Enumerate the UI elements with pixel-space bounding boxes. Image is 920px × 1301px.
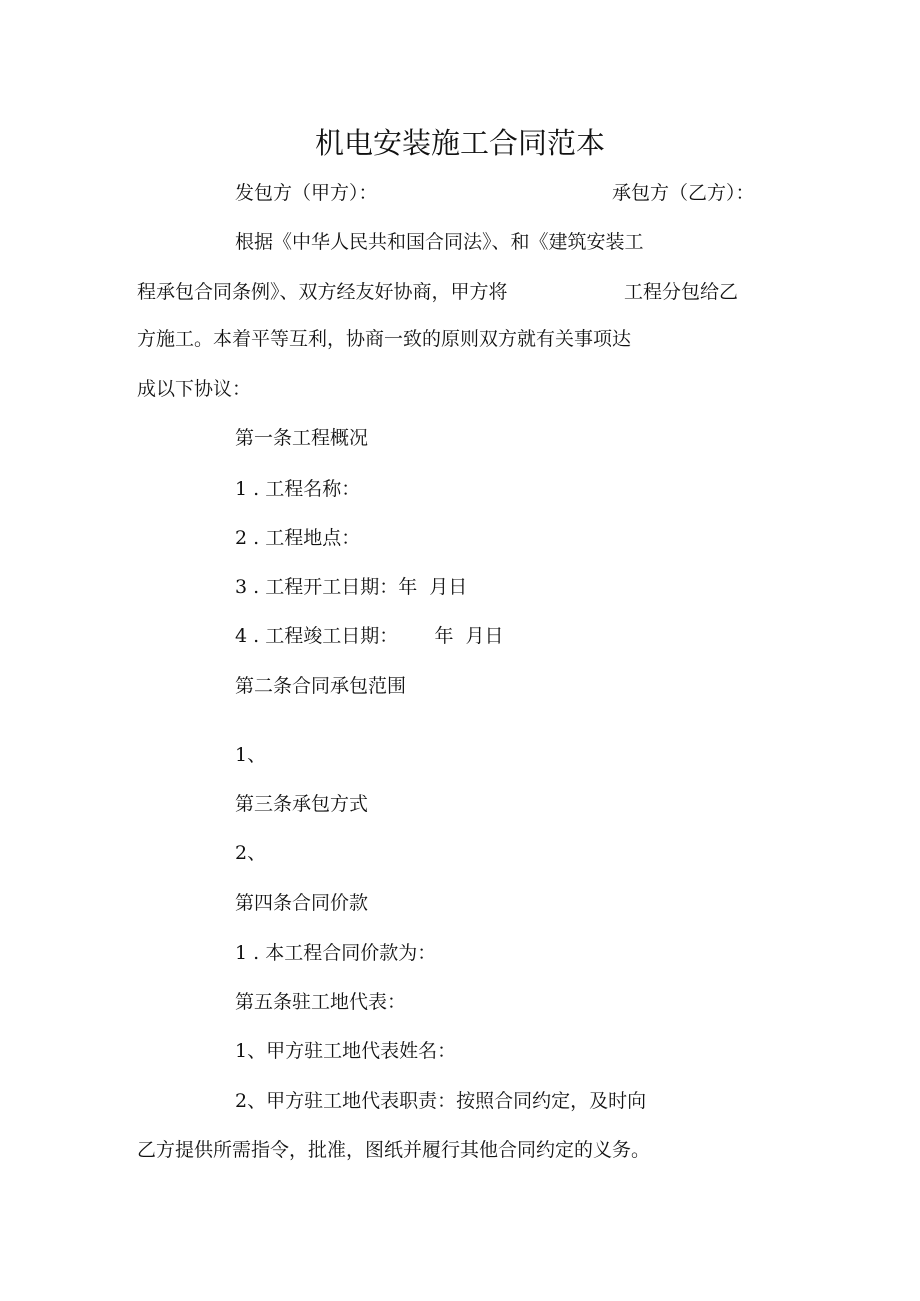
preamble-line: 工程分包给乙 [624,281,739,303]
article-heading: 第一条工程概况 [235,427,369,449]
contractor-label: 承包方（乙方）： [612,182,755,204]
clause-line: 2、甲方驻工地代表职责：按照合同约定，及时向 [235,1090,647,1112]
preamble-line: 方施工。本着平等互利，协商一致的原则双方就有关事项达 [137,328,632,350]
clause-line: 1、 [235,744,267,766]
clause-line: 4 . 工程竣工日期： 年 月日 [235,625,504,647]
preamble-line: 成以下协议： [137,378,252,400]
clause-line: 2、 [235,842,267,864]
employer-label: 发包方（甲方）： [235,182,378,204]
clause-line: 乙方提供所需指令，批准，图纸并履行其他合同约定的义务。 [137,1139,651,1161]
document-title: 机电安装施工合同范本 [314,126,605,160]
article-heading: 第四条合同价款 [235,892,369,914]
clause-line: 1 . 本工程合同价款为： [235,942,437,964]
clause-line: 1 . 工程名称： [235,478,361,500]
article-heading: 第五条驻工地代表： [235,991,407,1013]
article-heading: 第三条承包方式 [235,793,369,815]
article-heading: 第二条合同承包范围 [235,675,407,697]
clause-line: 3 . 工程开工日期：年 月日 [235,576,468,598]
preamble-line: 根据《中华人民共和国合同法》、和《建筑安装工 [235,231,644,253]
clause-line: 2 . 工程地点： [235,527,361,549]
clause-line: 1、甲方驻工地代表姓名： [235,1040,457,1062]
preamble-line: 程承包合同条例》、双方经友好协商，甲方将 [137,281,508,303]
